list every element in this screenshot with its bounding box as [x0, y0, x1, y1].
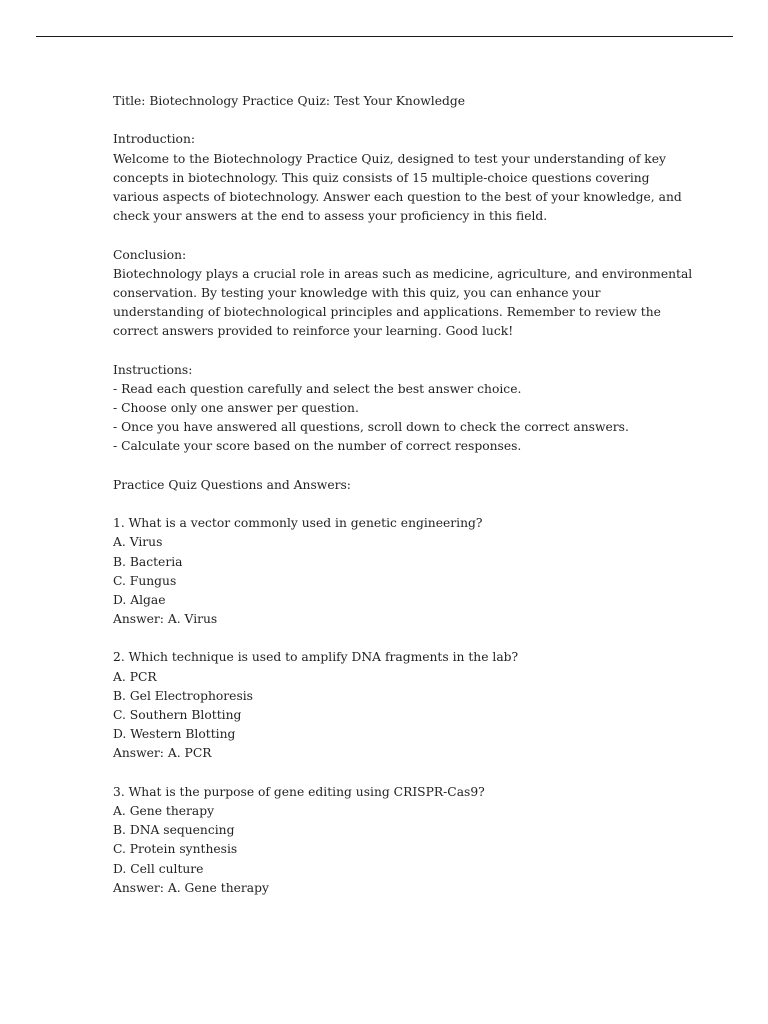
- answer-option: C. Protein synthesis: [113, 842, 238, 857]
- correct-answer: Answer: A. PCR: [113, 746, 212, 761]
- introduction-heading: Introduction:: [113, 132, 196, 147]
- answer-option: A. Gene therapy: [113, 803, 215, 818]
- introduction-section: [113, 130, 682, 226]
- conclusion-line: correct answers provided to reinforce your learning. Good luck!: [113, 324, 514, 339]
- instruction-item: - Calculate your score based on the number of correct responses.: [113, 439, 522, 454]
- question-text: 3. What is the purpose of gene editing using CRISPR-Cas9?: [113, 784, 485, 799]
- spacer: [113, 764, 673, 783]
- question-text: 2. Which technique is used to amplify DNA fragments in the lab?: [113, 650, 519, 665]
- quiz-heading: Practice Quiz Questions and Answers:: [113, 477, 351, 492]
- conclusion-line: conservation. By testing your knowledge with this quiz, you can enhance your: [113, 285, 601, 300]
- answer-option: B. Gel Electrophoresis: [113, 688, 253, 703]
- instruction-item: - Choose only one answer per question.: [113, 401, 359, 415]
- answer-option: C. Southern Blotting: [113, 708, 242, 722]
- answer-option: A. Virus: [113, 535, 163, 550]
- question-text: 1. What is a vector commonly used in genetic engineering?: [113, 516, 483, 531]
- introduction-line: various aspects of biotechnology. Answer each question to the best of your knowledge, and: [113, 189, 682, 204]
- instructions-heading: Instructions:: [113, 362, 193, 377]
- conclusion-line: understanding of biotechnological principles and applications. Remember to review the: [113, 305, 661, 320]
- spacer: [113, 495, 673, 514]
- answer-option: C. Fungus: [113, 573, 177, 588]
- introduction-line: check your answers at the end to assess your proficiency in this field.: [113, 209, 548, 224]
- answer-option: D. Western Blotting: [113, 727, 236, 742]
- document-title: Title: Biotechnology Practice Quiz: Test Your Knowledge: [113, 94, 466, 108]
- instruction-item: - Once you have answered all questions, scroll down to check the correct answers.: [113, 420, 629, 435]
- instruction-item: - Read each question carefully and select the best answer choice.: [113, 381, 522, 396]
- answer-option: A. PCR: [113, 669, 157, 684]
- question-block-2: [113, 648, 673, 763]
- question-block-3: [113, 783, 673, 898]
- instructions-section: [113, 361, 673, 457]
- document-body: [113, 92, 693, 898]
- spacer: [113, 341, 673, 360]
- header-divider: [36, 36, 733, 37]
- spacer: [113, 111, 673, 130]
- answer-option: B. Bacteria: [113, 554, 183, 569]
- correct-answer: Answer: A. Gene therapy: [113, 880, 269, 895]
- introduction-line: Welcome to the Biotechnology Practice Quiz, designed to test your understanding of key: [113, 151, 666, 166]
- answer-option: D. Algae: [113, 592, 166, 607]
- conclusion-heading: Conclusion:: [113, 247, 187, 262]
- introduction-line: concepts in biotechnology. This quiz consists of 15 multiple-choice questions covering: [113, 170, 650, 185]
- spacer: [113, 457, 673, 476]
- spacer: [113, 629, 673, 648]
- spacer: [113, 226, 673, 245]
- question-block-1: [113, 514, 673, 629]
- conclusion-line: Biotechnology plays a crucial role in areas such as medicine, agriculture, and environmental: [113, 266, 693, 281]
- conclusion-section: [113, 246, 693, 342]
- answer-option: B. DNA sequencing: [113, 823, 235, 838]
- answer-option: D. Cell culture: [113, 861, 204, 876]
- correct-answer: Answer: A. Virus: [113, 612, 218, 627]
